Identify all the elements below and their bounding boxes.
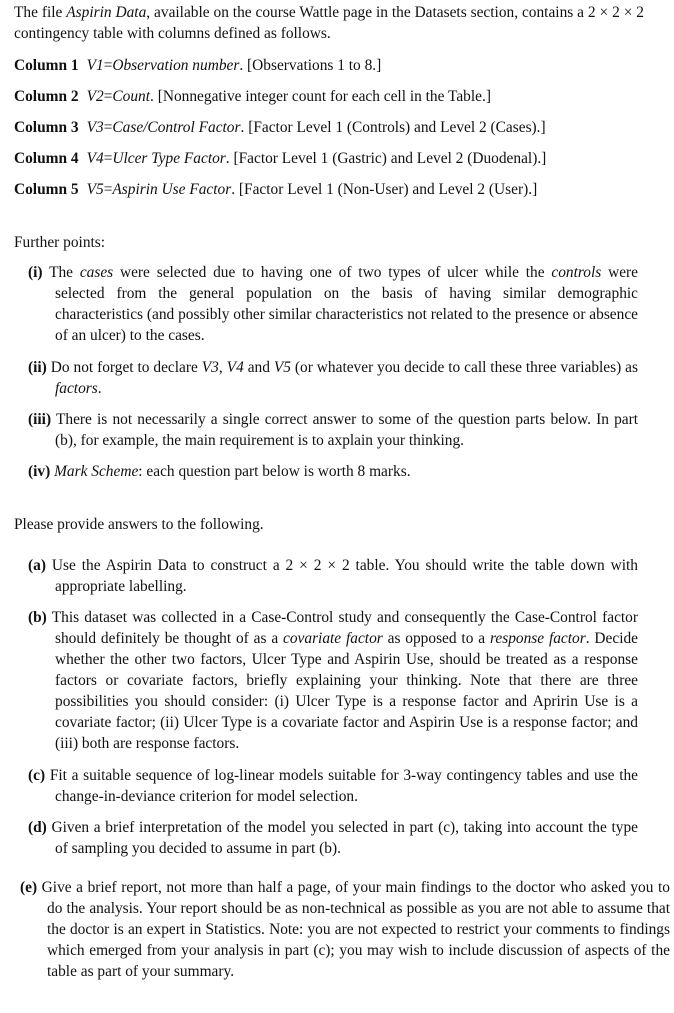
question-c: (c) Fit a suitable sequence of log-linear models suitable for 3-way contingency tables and use the change-in-deviance criterion for model selection. <box>28 767 638 805</box>
further-points-heading: Further points: <box>14 234 106 251</box>
point-iv: (iv) Mark Scheme: each question part below is worth 8 marks. <box>28 463 411 480</box>
intro-paragraph: The file Aspirin Data, available on the course Wattle page in the Datasets section, contains a 2 × 2 × 2 contingency table with columns defined as follows. <box>14 4 644 42</box>
question-b: (b) This dataset was collected in a Case-Control study and consequently the Case-Control factor should definitely be thought of as a covariate factor as opposed to a response factor. Decide whether the other two factors, Ulcer Type and Aspirin Use, should be treated as a response factors or covariate factors, briefly explaining your thinking. Note that there are three possibilities you should consider: (i) Ulcer Type is a response factor and Apririn Use is a covariate factor; (ii) Ulcer Type is a covariate factor and Aspirin Use is a response factor; and (iii) both are response factors. <box>28 609 638 752</box>
point-ii: (ii) Do not forget to declare V3, V4 and V5 (or whatever you decide to call these three variables) as factors. <box>28 359 638 397</box>
column-def-1: Column 1 V1=Observation number. [Observations 1 to 8.] <box>14 57 382 74</box>
point-iii: (iii) There is not necessarily a single correct answer to some of the question parts below. In part (b), for example, the main requirement is to axplain your thinking. <box>28 411 638 449</box>
question-d: (d) Given a brief interpretation of the model you selected in part (c), taking into account the type of sampling you decided to assume in part (b). <box>28 819 638 857</box>
column-def-2: Column 2 V2=Count. [Nonnegative integer count for each cell in the Table.] <box>14 88 491 105</box>
question-e: (e) Give a brief report, not more than half a page, of your main findings to the doctor who asked you to do the analysis. Your report should be as non-technical as possible as you are not able to assume that the doctor is an expert in Statistics. Note: you are not expected to restrict your comments to findings which emerged from your analysis in part (c); you may wish to include discussion of aspects of the table as part of your summary. <box>20 879 670 980</box>
column-def-5: Column 5 V5=Aspirin Use Factor. [Factor Level 1 (Non-User) and Level 2 (User).] <box>14 181 538 198</box>
column-def-4: Column 4 V4=Ulcer Type Factor. [Factor Level 1 (Gastric) and Level 2 (Duodenal).] <box>14 150 547 167</box>
column-def-3: Column 3 V3=Case/Control Factor. [Factor Level 1 (Controls) and Level 2 (Cases).] <box>14 119 546 136</box>
file-name: Aspirin Data <box>66 4 147 21</box>
question-a: (a) Use the Aspirin Data to construct a 2 × 2 × 2 table. You should write the table down with appropriate labelling. <box>28 557 638 595</box>
point-i: (i) The cases were selected due to having one of two types of ulcer while the controls were selected from the general population on the basis of having similar demographic characteristics (and possibly other similar characteristics not related to the presence or absence of an ulcer) to the cases. <box>28 264 638 344</box>
please-heading: Please provide answers to the following. <box>14 516 264 533</box>
